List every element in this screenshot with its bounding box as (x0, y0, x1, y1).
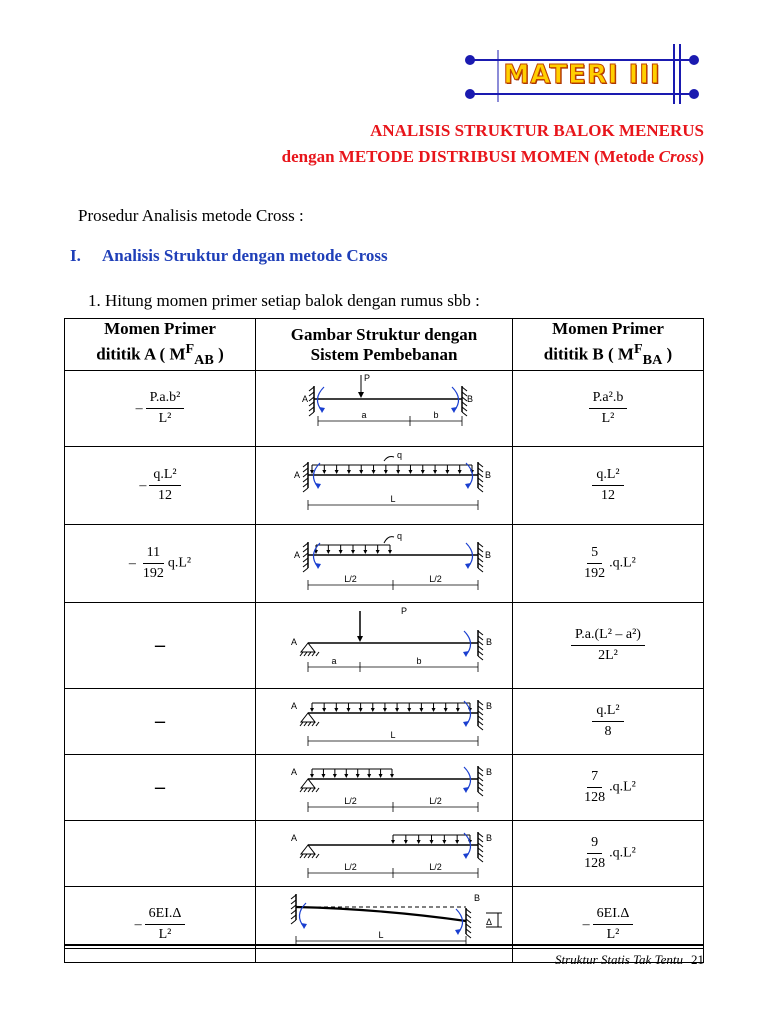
svg-text:A: A (291, 637, 298, 648)
svg-text:A: A (294, 550, 301, 561)
intro-text: Prosedur Analisis metode Cross : (78, 206, 304, 225)
svg-text:L/2: L/2 (344, 574, 357, 585)
page-number: 21 (691, 952, 704, 967)
svg-text:A: A (294, 470, 301, 481)
moment-a-formula: – $\frac{\text{P.a.b²}}{\text{L²}}$ (65, 371, 256, 447)
svg-text:A: A (291, 767, 298, 778)
header-figure: Gambar Struktur dengan Sistem Pembebanan (256, 319, 513, 371)
footer: Struktur Statis Tak Tentu 21 (555, 952, 704, 967)
beam-figure (256, 689, 513, 755)
svg-text:B: B (486, 637, 493, 648)
svg-text:B: B (486, 767, 493, 778)
svg-text:B: B (474, 893, 481, 904)
svg-text:a: a (361, 410, 367, 421)
svg-text:b: b (433, 410, 439, 421)
section-heading: I. Analisis Struktur dengan metode Cross (70, 246, 388, 265)
moment-b-formula: $\frac{5}{192}$ .q.L² (513, 525, 704, 603)
materi-badge: MATERI III (503, 60, 661, 90)
svg-text:B: B (486, 833, 493, 844)
svg-text:L: L (390, 494, 396, 505)
table-row (65, 447, 704, 525)
step-text: 1. Hitung momen primer setiap balok dengan rumus sbb : (88, 291, 480, 310)
svg-text:P: P (401, 606, 408, 617)
moment-a-formula: – (65, 689, 256, 755)
svg-text:Δ: Δ (486, 917, 493, 928)
svg-text:P: P (364, 373, 371, 384)
header-moment-a: Momen Primer dititik A ( $M^F_{AB}$ ) (65, 319, 256, 371)
moment-b-formula: $\frac{\text{P.a².b}}{\text{L²}}$ (513, 371, 704, 447)
svg-text:q: q (397, 531, 403, 542)
svg-text:L/2: L/2 (429, 574, 442, 585)
page-subtitle: dengan METODE DISTRIBUSI MOMEN (Metode Cross) (281, 147, 704, 166)
moment-b-formula: – $\frac{6EI.\Delta}{\text{L²}}$ (513, 887, 704, 963)
page-title: ANALISIS STRUKTUR BALOK MENERUS (370, 121, 704, 140)
svg-text:B: B (467, 394, 474, 405)
moment-a-formula: – $\frac{11}{192}$ q.L² (65, 525, 256, 603)
table-header-row (65, 319, 704, 371)
table-row (65, 371, 704, 447)
svg-text:B: B (485, 550, 492, 561)
beam-figure (256, 755, 513, 821)
svg-text:A: A (302, 394, 309, 405)
moment-a-formula: – (65, 755, 256, 821)
beam-figure (256, 447, 513, 525)
beam-figure (256, 603, 513, 689)
moment-a-formula: – (65, 603, 256, 689)
table-row (65, 755, 704, 821)
svg-text:L/2: L/2 (344, 862, 357, 873)
moment-b-formula: $\frac{7}{128}$ .q.L² (513, 755, 704, 821)
beam-figure (256, 371, 513, 447)
svg-text:B: B (486, 701, 493, 712)
moment-b-formula: $\frac{\text{q.L²}}{8}$ (513, 689, 704, 755)
svg-text:A: A (291, 833, 298, 844)
moment-a-formula: – $\frac{\text{q.L²}}{12}$ (65, 447, 256, 525)
beam-figure (256, 821, 513, 887)
moment-b-formula: $\frac{9}{128}$ .q.L² (513, 821, 704, 887)
footer-rule-thin (64, 948, 704, 949)
beam-figure (256, 525, 513, 603)
table-row (65, 821, 704, 887)
svg-text:L/2: L/2 (344, 796, 357, 807)
svg-text:L: L (390, 730, 396, 741)
table-row (65, 525, 704, 603)
svg-text:q: q (397, 450, 403, 461)
svg-text:L/2: L/2 (429, 796, 442, 807)
moment-b-formula: $\frac{\text{P.a.(L² – a²)}}{\text{2L²}}$ (513, 603, 704, 689)
svg-text:L: L (378, 930, 384, 941)
table-row (65, 603, 704, 689)
fixed-end-moment-table (64, 318, 704, 963)
svg-text:a: a (331, 656, 337, 667)
header-moment-b: Momen Primer dititik B ( $M^F_{BA}$ ) (513, 319, 704, 371)
table-row (65, 689, 704, 755)
footer-rule (64, 944, 704, 946)
beam-figure (256, 887, 513, 963)
svg-text:B: B (485, 470, 492, 481)
svg-text:b: b (416, 656, 422, 667)
svg-text:L/2: L/2 (429, 862, 442, 873)
svg-text:A: A (291, 701, 298, 712)
moment-b-formula: $\frac{\text{q.L²}}{12}$ (513, 447, 704, 525)
moment-a-formula: – $\frac{6EI.\Delta}{\text{L²}}$ (65, 887, 256, 963)
moment-a-formula (65, 821, 256, 887)
